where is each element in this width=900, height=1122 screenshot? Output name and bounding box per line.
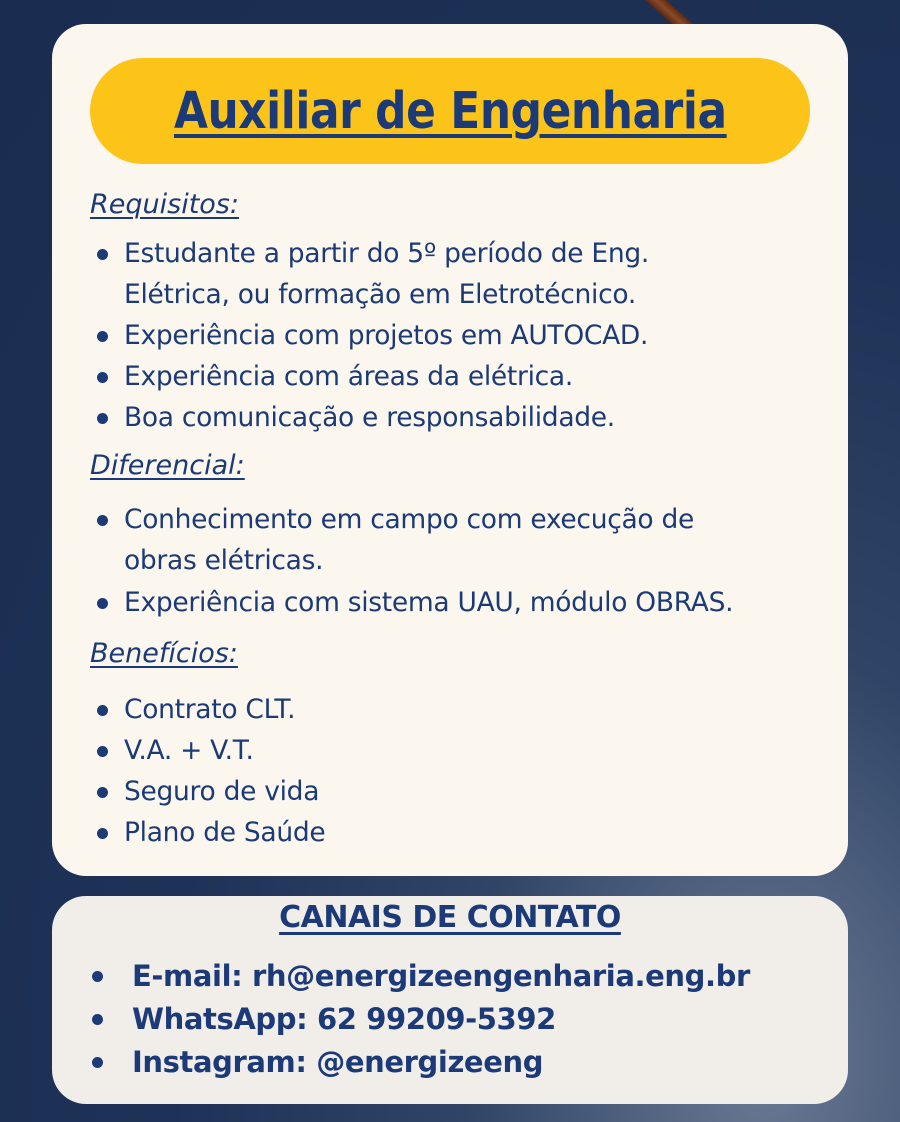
title-banner: [90, 58, 810, 164]
bullet-icon: [92, 1057, 103, 1068]
contact-title: CANAIS DE CONTATO: [279, 900, 621, 935]
bullet-icon: [97, 372, 108, 383]
bullet-icon: [92, 971, 103, 982]
bullet-icon: [97, 331, 108, 342]
bullet-icon: [97, 249, 108, 260]
bullet-icon: [97, 413, 108, 424]
bullet-icon: [97, 705, 108, 716]
section-heading-requisitos: Requisitos:: [90, 189, 239, 220]
bullet-icon: [97, 746, 108, 757]
section-heading-diferencial: Diferencial:: [90, 450, 245, 481]
bullet-icon: [97, 828, 108, 839]
bullet-icon: [92, 1014, 103, 1025]
job-title: Auxiliar de Engenharia: [173, 81, 727, 141]
bullet-icon: [97, 515, 108, 526]
bullet-icon: [97, 787, 108, 798]
section-heading-beneficios: Benefícios:: [90, 638, 238, 669]
bullet-icon: [97, 598, 108, 609]
